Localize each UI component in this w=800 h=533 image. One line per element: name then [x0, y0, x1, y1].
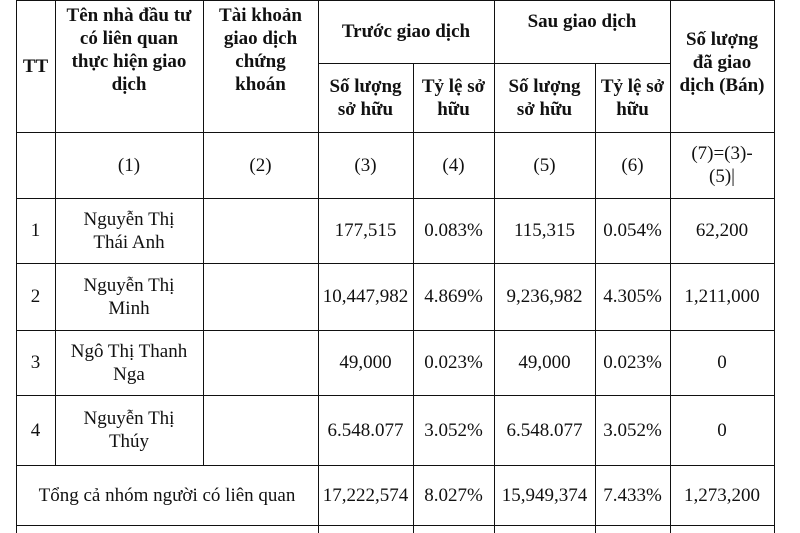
row-qty-after: 6.548.077: [506, 419, 583, 441]
header-traded: Số lượng đã giao dịch (Bán): [679, 29, 765, 96]
row-pct-before: 0.023%: [424, 352, 483, 373]
row-pct-after: 0.023%: [603, 352, 662, 373]
row-traded: 62,200: [695, 220, 749, 241]
colnum-7: (7)=(3)- (5)|: [691, 143, 753, 187]
colnum-1: (1): [117, 154, 141, 176]
total-pct-before: 8.027%: [424, 484, 483, 506]
row-qty-before: 177,515: [334, 220, 397, 241]
total-qty-before: 17,222,574: [322, 484, 409, 506]
header-qty-before: Số lượng sở hữu: [329, 75, 402, 120]
colnum-4: (4): [442, 154, 465, 176]
row-pct-after: 4.305%: [603, 286, 662, 307]
header-pct-before: Tỷ lệ sở hữu: [421, 75, 486, 120]
grid-line: [774, 0, 775, 533]
row-name: Ngô Thị Thanh Nga: [70, 340, 188, 385]
row-qty-before: 49,000: [339, 352, 392, 373]
row-traded: 0: [717, 352, 727, 373]
row-qty-before: 6.548.077: [327, 419, 404, 441]
colnum-5: (5): [533, 154, 556, 176]
header-after: Sau giao dịch: [527, 11, 637, 32]
row-pct-before: 3.052%: [424, 419, 483, 441]
header-account: Tài khoản giao dịch chứng khoán: [219, 5, 302, 95]
row-pct-before: 0.083%: [424, 220, 483, 241]
row-tt: 4: [30, 419, 41, 441]
row-tt: 3: [30, 352, 41, 373]
total-pct-after: 7.433%: [603, 484, 662, 506]
header-investor: Tên nhà đầu tư có liên quan thực hiện giao dịch: [66, 5, 192, 95]
row-account: [203, 198, 318, 263]
row-pct-after: 0.054%: [603, 220, 662, 241]
row-account: [203, 395, 318, 465]
row-qty-after: 49,000: [518, 352, 571, 373]
row-account: [203, 263, 318, 330]
row-name: Nguyễn Thị Thúy: [83, 408, 175, 452]
row-name: Nguyễn Thị Minh: [83, 274, 175, 319]
row-pct-before: 4.869%: [424, 286, 483, 307]
row-tt: 1: [30, 220, 41, 241]
total-qty-after: 15,949,374: [501, 484, 588, 506]
row-qty-after: 9,236,982: [506, 286, 583, 307]
colnum-3: (3): [354, 154, 377, 176]
header-pct-after: Tỷ lệ sở hữu: [600, 75, 665, 120]
row-traded: 1,211,000: [684, 286, 760, 307]
row-traded: 0: [717, 419, 727, 441]
row-pct-after: 3.052%: [603, 419, 662, 441]
row-name: Nguyễn Thị Thái Anh: [83, 208, 175, 253]
header-before: Trước giao dịch: [341, 21, 471, 42]
grid-line: [16, 525, 774, 526]
colnum-2: (2): [249, 154, 272, 176]
total-traded: 1,273,200: [684, 484, 760, 506]
colnum-6: (6): [621, 154, 644, 176]
row-tt: 2: [30, 286, 41, 307]
total-label: Tổng cả nhóm người có liên quan: [38, 484, 296, 506]
row-qty-after: 115,315: [513, 220, 576, 241]
row-qty-before: 10,447,982: [322, 286, 409, 307]
row-account: [203, 330, 318, 395]
header-tt: TT: [22, 55, 49, 77]
header-qty-after: Số lượng sở hữu: [508, 75, 581, 120]
